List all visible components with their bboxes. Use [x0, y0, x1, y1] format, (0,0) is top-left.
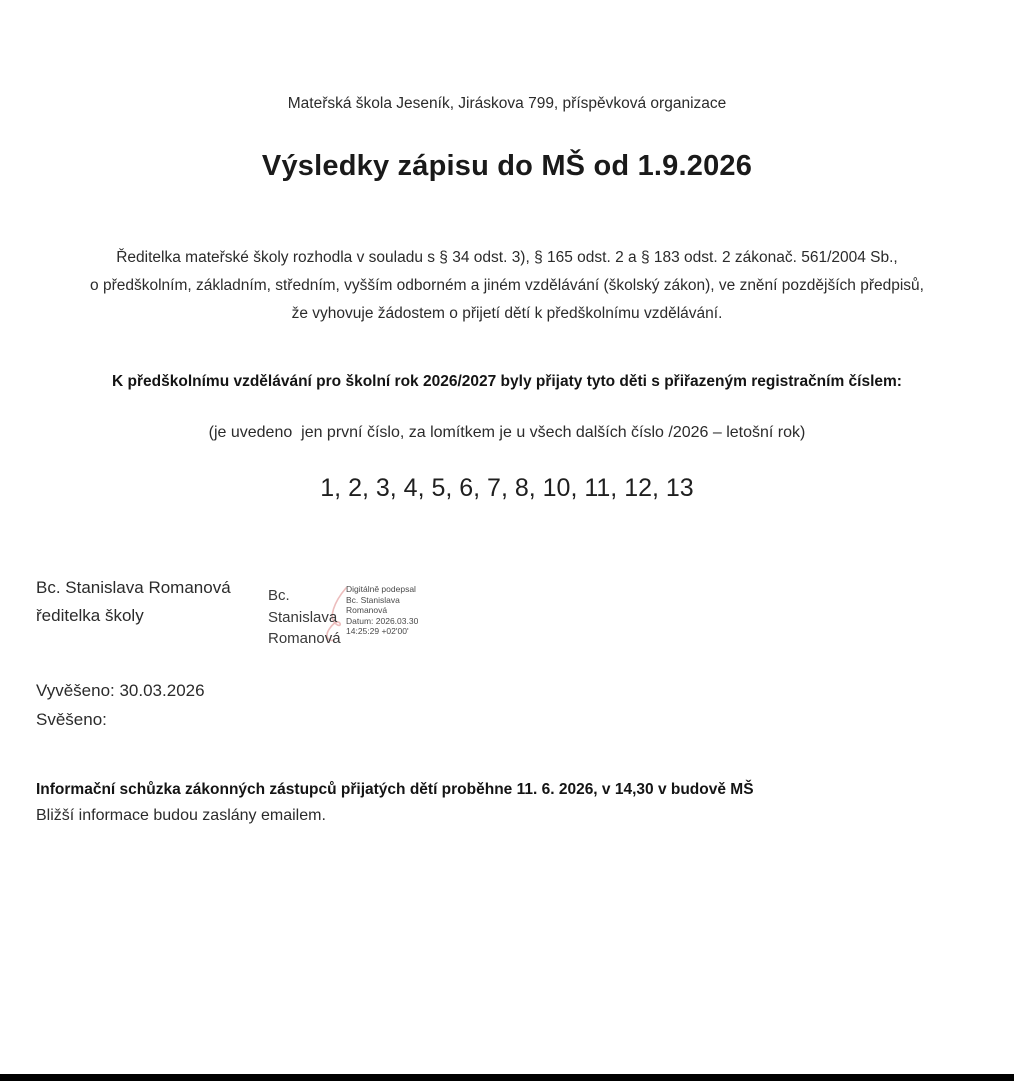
posted-date: Vyvěšeno: 30.03.2026 — [36, 681, 205, 700]
decision-paragraph — [0, 244, 1014, 328]
numbering-note: (je uvedeno jen první číslo, za lomítkem je u všech dalších číslo /2026 – letošní rok) — [208, 424, 806, 441]
signer-name: Bc. Stanislava Romanová — [36, 578, 231, 597]
digital-detail-line-4: Datum: 2026.03.30 — [346, 615, 419, 626]
decision-line-1: Ředitelka mateřské školy rozhodla v souladu s § 34 odst. 3), § 165 odst. 2 a § 183 odst. 2 zákonač. 561/2004 Sb., — [116, 249, 898, 266]
meeting-info: Informační schůzka zákonných zástupců přijatých dětí proběhne 11. 6. 2026, v 14,30 v budově MŠ — [36, 781, 754, 798]
email-info: Bližší informace budou zaslány emailem. — [36, 807, 326, 824]
accepted-children-heading: K předškolnímu vzdělávání pro školní rok 2026/2027 byly přijaty tyto děti s přiřazeným registračním číslem: — [112, 373, 902, 390]
page-title: Výsledky zápisu do MŠ od 1.9.2026 — [261, 150, 753, 182]
signer-role: ředitelka školy — [36, 606, 144, 625]
digital-name-line-1: Bc. — [268, 587, 290, 604]
decision-line-2: o předškolním, základním, středním, vyšším odborném a jiném vzdělávání (školský zákon), ve znění pozdějších předpisů, — [90, 277, 924, 294]
digital-detail-line-5: 14:25:29 +02'00' — [346, 626, 409, 637]
decision-line-3: že vyhovuje žádostem o přijetí dětí k předškolnímu vzdělávání. — [291, 305, 723, 322]
digital-detail-line-1: Digitálně podepsal — [346, 584, 416, 594]
removed-date: Svěšeno: — [36, 710, 107, 729]
digital-signature-block — [268, 582, 448, 652]
digital-name-line-2: Stanislava — [268, 608, 338, 626]
digital-detail-line-3: Romanová — [346, 605, 388, 616]
digital-signature-name — [268, 585, 341, 650]
posting-dates — [36, 676, 205, 734]
registration-numbers: 1, 2, 3, 4, 5, 6, 7, 8, 10, 11, 12, 13 — [320, 474, 694, 502]
digital-signature-details — [346, 584, 446, 637]
page-bottom-border — [0, 1074, 1014, 1081]
organization-name: Mateřská škola Jeseník, Jiráskova 799, příspěvková organizace — [287, 95, 727, 112]
digital-name-line-3: Romanová — [268, 630, 341, 647]
signer-block — [36, 574, 231, 630]
digital-detail-line-2: Bc. Stanislava — [346, 594, 400, 605]
